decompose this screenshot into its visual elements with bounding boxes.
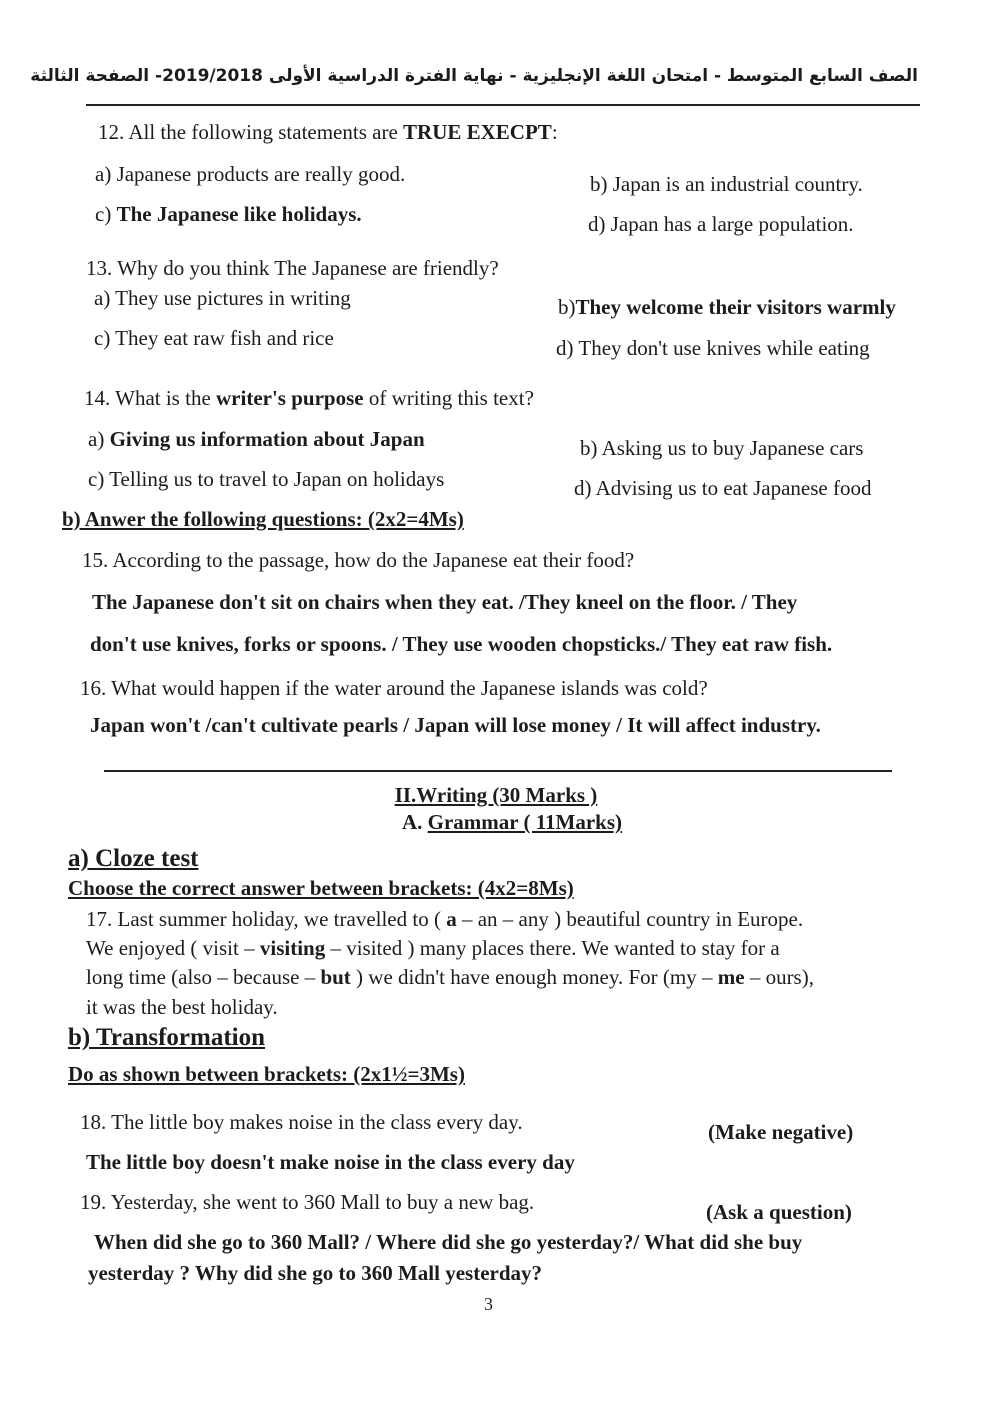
q12-option-b: b) Japan is an industrial country. xyxy=(590,172,863,196)
cloze-line-3-text-c: ) we didn't have enough money. For (my – xyxy=(350,965,718,989)
grammar-title-text: Grammar ( 11Marks) xyxy=(427,810,623,834)
page-number: 3 xyxy=(484,1294,493,1314)
q12-option-c xyxy=(95,202,362,227)
writing-title xyxy=(296,783,696,808)
q18-answer: The little boy doesn't make noise in the class every day xyxy=(86,1150,575,1174)
q14-option-d: d) Advising us to eat Japanese food xyxy=(574,476,872,500)
cloze-answer-4: me xyxy=(717,965,745,989)
q19-instruction: (Ask a question) xyxy=(706,1200,852,1224)
q12-option-c-answer: The Japanese like holidays. xyxy=(116,202,362,226)
q16-stem: 16. What would happen if the water around the Japanese islands was cold? xyxy=(80,676,708,700)
q13-option-c: c) They eat raw fish and rice xyxy=(94,326,334,350)
q12-stem-text: 12. All the following statements are xyxy=(98,120,404,144)
cloze-heading: a) Cloze test xyxy=(68,845,199,872)
q14-option-c: c) Telling us to travel to Japan on holidays xyxy=(88,467,445,491)
q14-option-a-answer: Giving us information about Japan xyxy=(109,427,425,451)
cloze-line-1 xyxy=(86,907,803,932)
q14-option-a xyxy=(88,427,425,452)
cloze-line-1-text-c: – an – any ) beautiful country in Europe. xyxy=(456,907,804,931)
cloze-line-2-text-c: – visited ) many places there. We wanted to stay for a xyxy=(325,936,780,960)
q18-instruction: (Make negative) xyxy=(708,1120,854,1144)
writing-title-text: II.Writing (30 Marks ) xyxy=(394,783,598,807)
q19-answer-line1: When did she go to 360 Mall? / Where did she go yesterday?/ What did she buy xyxy=(94,1230,803,1254)
cloze-line-1-text-a: 17. Last summer holiday, we travelled to ( xyxy=(86,907,447,931)
cloze-line-2-text-a: We enjoyed ( visit – xyxy=(86,936,260,960)
q12-stem-emphasis: TRUE EXECPT xyxy=(403,120,552,144)
section-divider xyxy=(104,770,892,772)
q14-stem-suffix: of writing this text? xyxy=(363,386,534,410)
q14-option-b: b) Asking us to buy Japanese cars xyxy=(580,436,864,460)
cloze-line-3-text-a: long time (also – because – xyxy=(86,965,321,989)
header-divider xyxy=(86,104,920,106)
transformation-instruction: Do as shown between brackets: (2x1½=3Ms) xyxy=(68,1062,465,1086)
q14-stem xyxy=(84,386,534,411)
q19-stem: 19. Yesterday, she went to 360 Mall to buy a new bag. xyxy=(80,1190,535,1214)
transformation-heading: b) Transformation xyxy=(68,1024,265,1051)
q16-answer: Japan won't /can't cultivate pearls / Japan will lose money / It will affect industry. xyxy=(90,713,821,737)
cloze-answer-1: a xyxy=(446,907,457,931)
q12-stem xyxy=(98,120,558,145)
q13-stem: 13. Why do you think The Japanese are friendly? xyxy=(86,256,499,280)
cloze-line-3-text-e: – ours), xyxy=(744,965,814,989)
q12-option-d: d) Japan has a large population. xyxy=(588,212,854,236)
q15-answer-line1: The Japanese don't sit on chairs when they eat. /They kneel on the floor. / They xyxy=(92,590,798,614)
cloze-line-4: it was the best holiday. xyxy=(86,995,278,1019)
q14-option-a-letter: a) xyxy=(88,427,110,451)
q19-answer-line2: yesterday ? Why did she go to 360 Mall yesterday? xyxy=(88,1261,543,1285)
q13-option-d: d) They don't use knives while eating xyxy=(556,336,870,360)
q12-stem-suffix: : xyxy=(551,120,558,144)
grammar-title xyxy=(312,810,712,835)
q12-option-c-letter: c) xyxy=(95,202,117,226)
q15-answer-line2: don't use knives, forks or spoons. / They use wooden chopsticks./ They eat raw fish. xyxy=(90,632,833,656)
cloze-instruction: Choose the correct answer between brackets: (4x2=8Ms) xyxy=(68,876,574,900)
q14-stem-text: 14. What is the xyxy=(84,386,217,410)
q14-stem-emphasis: writer's purpose xyxy=(216,386,364,410)
q15-stem: 15. According to the passage, how do the Japanese eat their food? xyxy=(82,548,635,572)
cloze-line-3 xyxy=(86,965,814,990)
q13-option-a: a) They use pictures in writing xyxy=(94,286,351,310)
cloze-answer-3: but xyxy=(320,965,351,989)
section-b-heading: b) Anwer the following questions: (2x2=4Ms) xyxy=(62,507,464,531)
q13-option-b-answer: They welcome their visitors warmly xyxy=(575,295,896,319)
cloze-answer-2: visiting xyxy=(259,936,326,960)
q12-option-a: a) Japanese products are really good. xyxy=(95,162,406,186)
q13-option-b-letter: b) xyxy=(558,295,576,319)
q18-stem: 18. The little boy makes noise in the class every day. xyxy=(80,1110,523,1134)
q13-option-b xyxy=(558,295,896,320)
grammar-prefix: A. xyxy=(401,810,428,834)
page-header: الصف السابع المتوسط - امتحان اللغة الإنجليزية - نهاية الفترة الدراسية الأولى 2019/2018- الصفحة الثالثة xyxy=(30,66,918,86)
cloze-line-2 xyxy=(86,936,780,961)
